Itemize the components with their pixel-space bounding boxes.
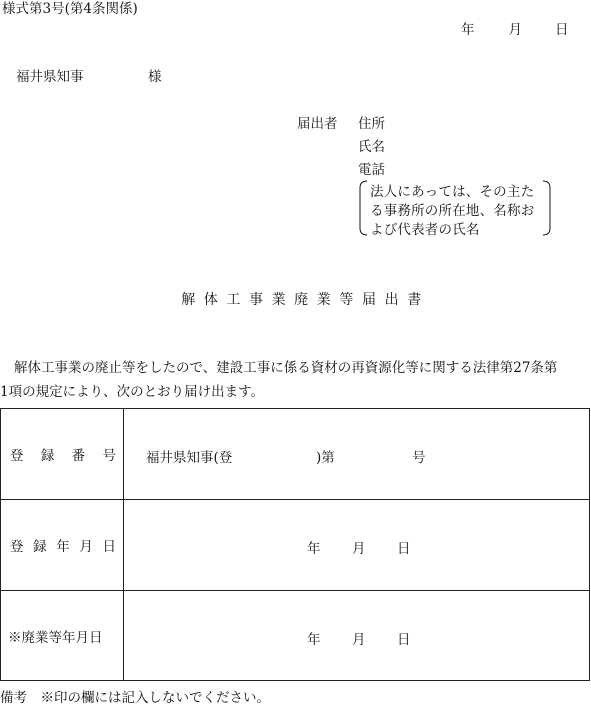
addressee-honorific: 様 xyxy=(148,69,162,85)
date-day-label: 日 xyxy=(555,22,569,38)
notification-table xyxy=(0,408,590,681)
corp-note-line-2: る事務所の所在地、名称お xyxy=(370,203,535,219)
table-row xyxy=(1,500,590,591)
corporation-note xyxy=(358,180,552,236)
name-label: 氏名 xyxy=(358,139,385,155)
address-label: 住所 xyxy=(358,116,385,132)
body-line-1: 解体工事業の廃止等をしたので、建設工事に係る資材の再資源化等に関する法律第27条第 xyxy=(14,360,558,376)
body-line-2: 1項の規定により、次のとおり届け出ます。 xyxy=(0,384,265,400)
date-year-label: 年 xyxy=(461,22,475,38)
date-month-label: 月 xyxy=(508,22,522,38)
corp-note-line-1: 法人にあっては、その主た xyxy=(370,184,535,200)
closure-date-field[interactable]: 年 月 日 xyxy=(124,591,590,681)
remark-note: 備考 ※印の欄には記入しないでください。 xyxy=(0,690,270,706)
registration-suffix: 号 xyxy=(412,450,426,466)
registration-number-field[interactable] xyxy=(124,409,590,500)
body-text xyxy=(0,356,591,404)
registration-mid: )第 xyxy=(316,450,335,466)
registration-prefix: 福井県知事(登 xyxy=(146,450,233,466)
document-title: 解体工事業廃業等届出書 xyxy=(181,292,430,308)
closure-date-header: ※廃業等年月日 xyxy=(1,591,124,681)
addressee: 福井県知事 xyxy=(16,69,84,85)
registration-date-header: 登 録 年 月 日 xyxy=(1,500,124,591)
notifier-label: 届出者 xyxy=(297,116,338,132)
registration-number-header: 登 録 番 号 xyxy=(1,409,124,500)
corp-note-line-3: よび代表者の氏名 xyxy=(370,222,480,238)
form-number-label: 様式第3号(第4条関係) xyxy=(2,1,138,17)
table-row xyxy=(1,409,590,500)
phone-label: 電話 xyxy=(358,162,385,178)
submission-date xyxy=(461,22,569,38)
table-row xyxy=(1,591,590,681)
registration-date-field[interactable]: 年 月 日 xyxy=(124,500,590,591)
